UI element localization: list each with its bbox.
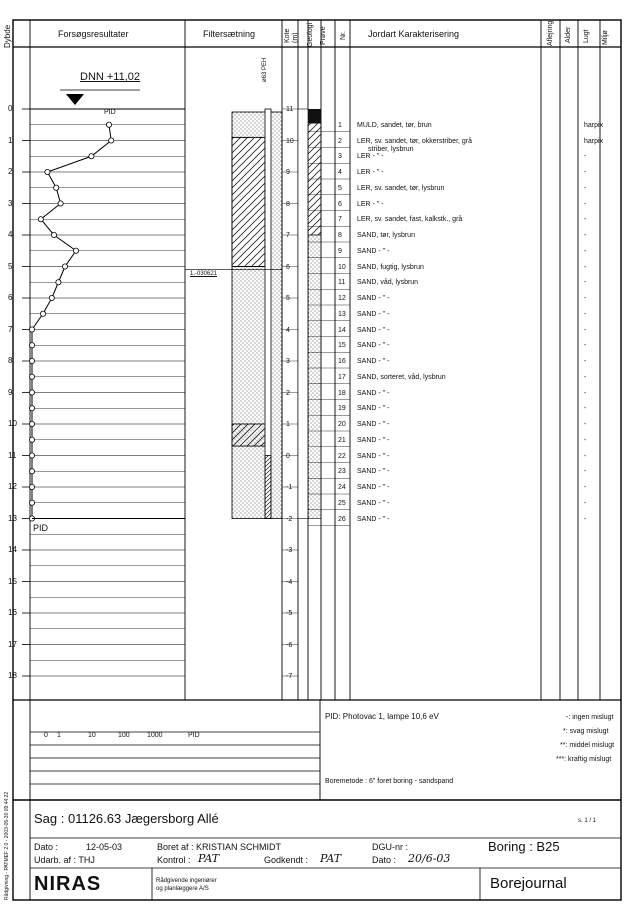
sample-number: 11 bbox=[338, 279, 346, 287]
sample-number: 4 bbox=[338, 169, 342, 176]
sample-description: SAND - " - bbox=[357, 515, 390, 523]
pid-profile-point bbox=[89, 154, 94, 159]
sample-number: 22 bbox=[338, 452, 346, 460]
elevation-unit: (m) bbox=[292, 32, 299, 43]
sample-number: 14 bbox=[338, 326, 346, 334]
sample-description: SAND - " - bbox=[357, 436, 390, 444]
test-results-header: Forsøgsresultater bbox=[58, 29, 129, 39]
sample-smell: - bbox=[584, 515, 587, 523]
sample-number: 26 bbox=[338, 515, 346, 523]
sample-smell: - bbox=[584, 184, 587, 192]
sample-number: 25 bbox=[338, 499, 346, 507]
number-header: Nr. bbox=[340, 31, 347, 40]
elevation-tick-label: -5 bbox=[286, 610, 293, 617]
drilling-method: Boremetode : 6" foret boring - sandspand bbox=[325, 778, 454, 785]
sample-smell: - bbox=[584, 153, 587, 161]
pid-bottom-label: PID bbox=[33, 523, 49, 533]
depth-tick-label: 12 bbox=[8, 482, 17, 491]
pid-profile-point bbox=[45, 169, 50, 174]
pid-profile-point bbox=[62, 264, 67, 269]
company-line-1: Rådgivende ingeniører bbox=[156, 878, 217, 884]
sample-description: SAND - " - bbox=[357, 326, 390, 334]
sample-smell: - bbox=[584, 499, 587, 507]
pid-profile-point bbox=[109, 138, 114, 143]
elevation-tick-label: 11 bbox=[286, 106, 294, 113]
side-print-info: Rådgivning - PATMEF 2.0 - 2003-05-30 09:44:22 bbox=[4, 791, 10, 900]
date2-value: 20/6-03 bbox=[408, 852, 451, 865]
depth-tick-label: 3 bbox=[8, 198, 13, 208]
sample-description: SAND - " - bbox=[357, 499, 390, 507]
elevation-tick-label: 7 bbox=[286, 232, 290, 239]
date-label: Dato : bbox=[34, 842, 59, 852]
pid-profile-point bbox=[54, 185, 59, 190]
sample-description: SAND - " - bbox=[357, 310, 390, 318]
depth-tick-label: 6 bbox=[8, 293, 13, 302]
filter-seal-hatch bbox=[232, 137, 265, 266]
sample-number: 2 bbox=[338, 137, 342, 145]
elevation-header: Kote bbox=[284, 28, 291, 43]
depth-tick-label: 9 bbox=[8, 387, 13, 397]
elevation-tick-label: 4 bbox=[286, 326, 290, 334]
depth-tick-label: 16 bbox=[8, 608, 17, 617]
pid-scale-label: 0 bbox=[44, 732, 48, 739]
elevation-tick-label: -1 bbox=[286, 484, 293, 491]
sample-number: 12 bbox=[338, 295, 346, 302]
sample-smell: - bbox=[584, 421, 587, 428]
pid-note: PID: Photovac 1, lampe 10,6 eV bbox=[325, 712, 439, 721]
elevation-tick-label: 6 bbox=[286, 263, 290, 271]
depth-tick-label: 4 bbox=[8, 230, 13, 239]
sample-smell: - bbox=[584, 342, 587, 350]
sample-number: 18 bbox=[338, 389, 346, 397]
geology-column bbox=[298, 109, 308, 519]
pid-profile-point bbox=[29, 484, 34, 489]
sample-description: SAND - " - bbox=[357, 389, 390, 397]
depth-tick-label: 0 bbox=[8, 104, 13, 113]
sample-description: SAND, våd, lysbrun bbox=[357, 279, 419, 287]
pid-scale-label: 100 bbox=[118, 732, 130, 739]
sample-smell: - bbox=[584, 295, 587, 302]
sample-number: 15 bbox=[338, 342, 346, 350]
depth-tick-label: 1 bbox=[8, 135, 13, 145]
depth-tick-label: 10 bbox=[8, 419, 17, 428]
depth-tick-label: 13 bbox=[8, 513, 17, 523]
filter-pipe-label: ø63 PEH bbox=[262, 57, 268, 82]
sample-number: 7 bbox=[338, 216, 342, 224]
elevation-tick-label: 2 bbox=[286, 389, 290, 397]
sample-description: SAND - " - bbox=[357, 468, 390, 476]
pid-scale-label: PID bbox=[188, 732, 200, 739]
sample-number: 13 bbox=[338, 310, 346, 318]
smell-legend-strong: ***: kraftig mislugt bbox=[556, 756, 612, 763]
sample-number: 23 bbox=[338, 468, 346, 476]
sample-number: 8 bbox=[338, 232, 342, 239]
smell-legend-none: -: ingen mislugt bbox=[566, 714, 614, 721]
sample-smell: harpix bbox=[584, 121, 604, 129]
elevation-tick-label: 5 bbox=[286, 295, 290, 302]
elevation-tick-label: -2 bbox=[286, 515, 293, 523]
sample-smell: - bbox=[584, 468, 587, 476]
sample-number: 17 bbox=[338, 373, 346, 381]
sample-number: 21 bbox=[338, 436, 346, 444]
sample-smell: - bbox=[584, 326, 587, 334]
sample-description: SAND - " - bbox=[357, 295, 390, 302]
depth-tick-label: 7 bbox=[8, 324, 13, 334]
sample-smell: - bbox=[584, 216, 587, 224]
sample-number: 6 bbox=[338, 200, 342, 208]
elevation-tick-label: 1 bbox=[286, 421, 290, 428]
elevation-tick-label: 0 bbox=[286, 452, 290, 460]
pid-profile-point bbox=[29, 500, 34, 505]
sample-description: SAND - " - bbox=[357, 421, 390, 428]
misc-header: Miljø bbox=[602, 30, 609, 45]
depth-tick-label: 14 bbox=[8, 545, 17, 554]
pid-profile-point bbox=[51, 232, 56, 237]
pid-profile-point bbox=[29, 437, 34, 442]
sample-number: 24 bbox=[338, 484, 346, 491]
journal-title: Borejournal bbox=[490, 875, 567, 892]
sample-description: SAND - " - bbox=[357, 452, 390, 460]
pid-profile-point bbox=[29, 469, 34, 474]
case-title: Sag : 01126.63 Jægersborg Allé bbox=[34, 811, 219, 826]
filter-screen bbox=[265, 456, 271, 519]
sample-description: SAND - " - bbox=[357, 342, 390, 350]
smell-legend-medium: **: middel mislugt bbox=[560, 742, 615, 749]
sample-number: 1 bbox=[338, 121, 342, 129]
sample-number: 10 bbox=[338, 263, 346, 271]
sample-description: SAND, tør, lysbrun bbox=[357, 232, 415, 239]
pid-profile-point bbox=[29, 406, 34, 411]
sample-description: SAND - " - bbox=[357, 358, 390, 365]
pid-top-label: PID bbox=[104, 109, 116, 116]
smell-header: Lugt bbox=[583, 29, 590, 43]
sample-number: 5 bbox=[338, 184, 342, 192]
dgu-number: DGU-nr : bbox=[372, 842, 408, 852]
geology-topsoil bbox=[308, 109, 321, 123]
sample-smell: - bbox=[584, 452, 587, 460]
pid-scale-label: 1 bbox=[57, 732, 61, 739]
sample-smell: - bbox=[584, 389, 587, 397]
pid-scale-label: 10 bbox=[88, 732, 96, 739]
niras-logo: NIRAS bbox=[34, 873, 102, 895]
sample-smell: - bbox=[584, 279, 587, 287]
sample-smell: - bbox=[584, 373, 587, 381]
sample-description: LER, sv. sandet, tør, okkerstriber, grå bbox=[357, 137, 473, 145]
sample-number: 9 bbox=[338, 247, 342, 255]
sample-number: 16 bbox=[338, 358, 346, 365]
age-header: Alder bbox=[565, 26, 572, 43]
depth-tick-label: 5 bbox=[8, 261, 13, 271]
filter-seal-lower bbox=[232, 424, 265, 446]
smell-legend-weak: *: svag mislugt bbox=[563, 728, 609, 735]
sample-description: SAND, sorteret, våd, lysbrun bbox=[357, 373, 446, 381]
elevation-tick-label: 3 bbox=[286, 358, 290, 365]
sample-smell: - bbox=[584, 484, 587, 491]
prepared-by: Udarb. af : THJ bbox=[34, 855, 95, 865]
sample-description: SAND - " - bbox=[357, 484, 390, 491]
sample-description: SAND - " - bbox=[357, 405, 390, 413]
depth-axis-label: Dybde bbox=[3, 24, 12, 48]
elevation-tick-label: 9 bbox=[286, 169, 290, 176]
soil-header: Jordart Karakterisering bbox=[368, 29, 460, 39]
control-label: Kontrol : bbox=[157, 855, 191, 865]
depth-tick-label: 17 bbox=[8, 639, 17, 649]
company-line-2: og planlæggere A/S bbox=[156, 886, 209, 892]
elevation-tick-label: -7 bbox=[286, 673, 293, 680]
sample-smell: - bbox=[584, 310, 587, 318]
datum-label: DNN +11,02 bbox=[80, 71, 141, 83]
pid-profile-point bbox=[29, 453, 34, 458]
pid-profile-point bbox=[29, 343, 34, 348]
sample-smell: - bbox=[584, 169, 587, 176]
deposit-header: Aflejring bbox=[547, 20, 554, 46]
elevation-tick-label: -4 bbox=[286, 578, 293, 586]
datum-marker-icon bbox=[66, 94, 84, 105]
sample-smell: - bbox=[584, 232, 587, 239]
depth-tick-label: 15 bbox=[8, 576, 17, 586]
sample-number: 19 bbox=[338, 405, 346, 413]
pid-profile-point bbox=[56, 280, 61, 285]
depth-tick-label: 18 bbox=[8, 671, 17, 680]
depth-tick-label: 2 bbox=[8, 167, 13, 176]
pid-scale-label: 1000 bbox=[147, 732, 163, 739]
elevation-tick-label: -3 bbox=[286, 547, 293, 554]
pid-profile-point bbox=[58, 201, 63, 206]
depth-tick-label: 8 bbox=[8, 356, 13, 365]
sample-smell: harpix bbox=[584, 137, 604, 145]
elevation-tick-label: 8 bbox=[286, 200, 290, 208]
elevation-tick-label: -6 bbox=[286, 641, 293, 649]
boring-id: Boring : B25 bbox=[488, 839, 560, 854]
sample-header: Prøve bbox=[320, 26, 327, 45]
approved-label: Godkendt : bbox=[264, 855, 309, 865]
pid-profile-point bbox=[29, 358, 34, 363]
geology-header: Geologi bbox=[307, 22, 314, 47]
elevation-tick-label: 10 bbox=[286, 137, 294, 145]
pid-profile-point bbox=[29, 390, 34, 395]
pid-profile-point bbox=[29, 327, 34, 332]
control-signature: PAT bbox=[198, 852, 220, 865]
pid-profile-line bbox=[32, 125, 111, 519]
sample-description: LER, sv. sandet, tør, lysbrun bbox=[357, 184, 445, 192]
sample-description: LER - " - bbox=[357, 169, 384, 176]
sample-smell: - bbox=[584, 358, 587, 365]
date2-label: Dato : bbox=[372, 855, 397, 865]
sample-description: LER - " - bbox=[357, 153, 384, 161]
date-value: 12-05-03 bbox=[86, 842, 123, 852]
approved-signature: PAT bbox=[320, 852, 342, 865]
filter-header: Filtersætning bbox=[203, 29, 256, 39]
pid-profile-point bbox=[73, 248, 78, 253]
sample-description: LER, sv. sandet, fast, kalkstk., grå bbox=[357, 216, 463, 224]
geology-sand bbox=[308, 235, 321, 519]
sample-description-cont: striber, lysbrun bbox=[368, 145, 414, 153]
sample-smell: - bbox=[584, 200, 587, 208]
page-number: s. 1 / 1 bbox=[578, 818, 597, 824]
filter-level-label: 1.-030621 bbox=[190, 271, 218, 277]
pid-profile-point bbox=[29, 421, 34, 426]
sample-smell: - bbox=[584, 436, 587, 444]
sample-description: LER - " - bbox=[357, 200, 384, 208]
sample-description: MULD, sandet, tør, brun bbox=[357, 121, 432, 129]
sample-description: SAND, fugtig, lysbrun bbox=[357, 263, 424, 271]
driller: Boret af : KRISTIAN SCHMIDT bbox=[157, 842, 282, 852]
pid-profile-point bbox=[106, 122, 111, 127]
sample-smell: - bbox=[584, 405, 587, 413]
pid-profile-point bbox=[29, 374, 34, 379]
sample-smell: - bbox=[584, 247, 587, 255]
sample-description: SAND - " - bbox=[357, 247, 390, 255]
sample-number: 3 bbox=[338, 153, 342, 161]
sample-number: 20 bbox=[338, 421, 346, 428]
sample-smell: - bbox=[584, 263, 587, 271]
depth-tick-label: 11 bbox=[8, 450, 17, 460]
pid-profile-point bbox=[40, 311, 45, 316]
pid-profile-point bbox=[38, 217, 43, 222]
pid-profile-point bbox=[49, 295, 54, 300]
